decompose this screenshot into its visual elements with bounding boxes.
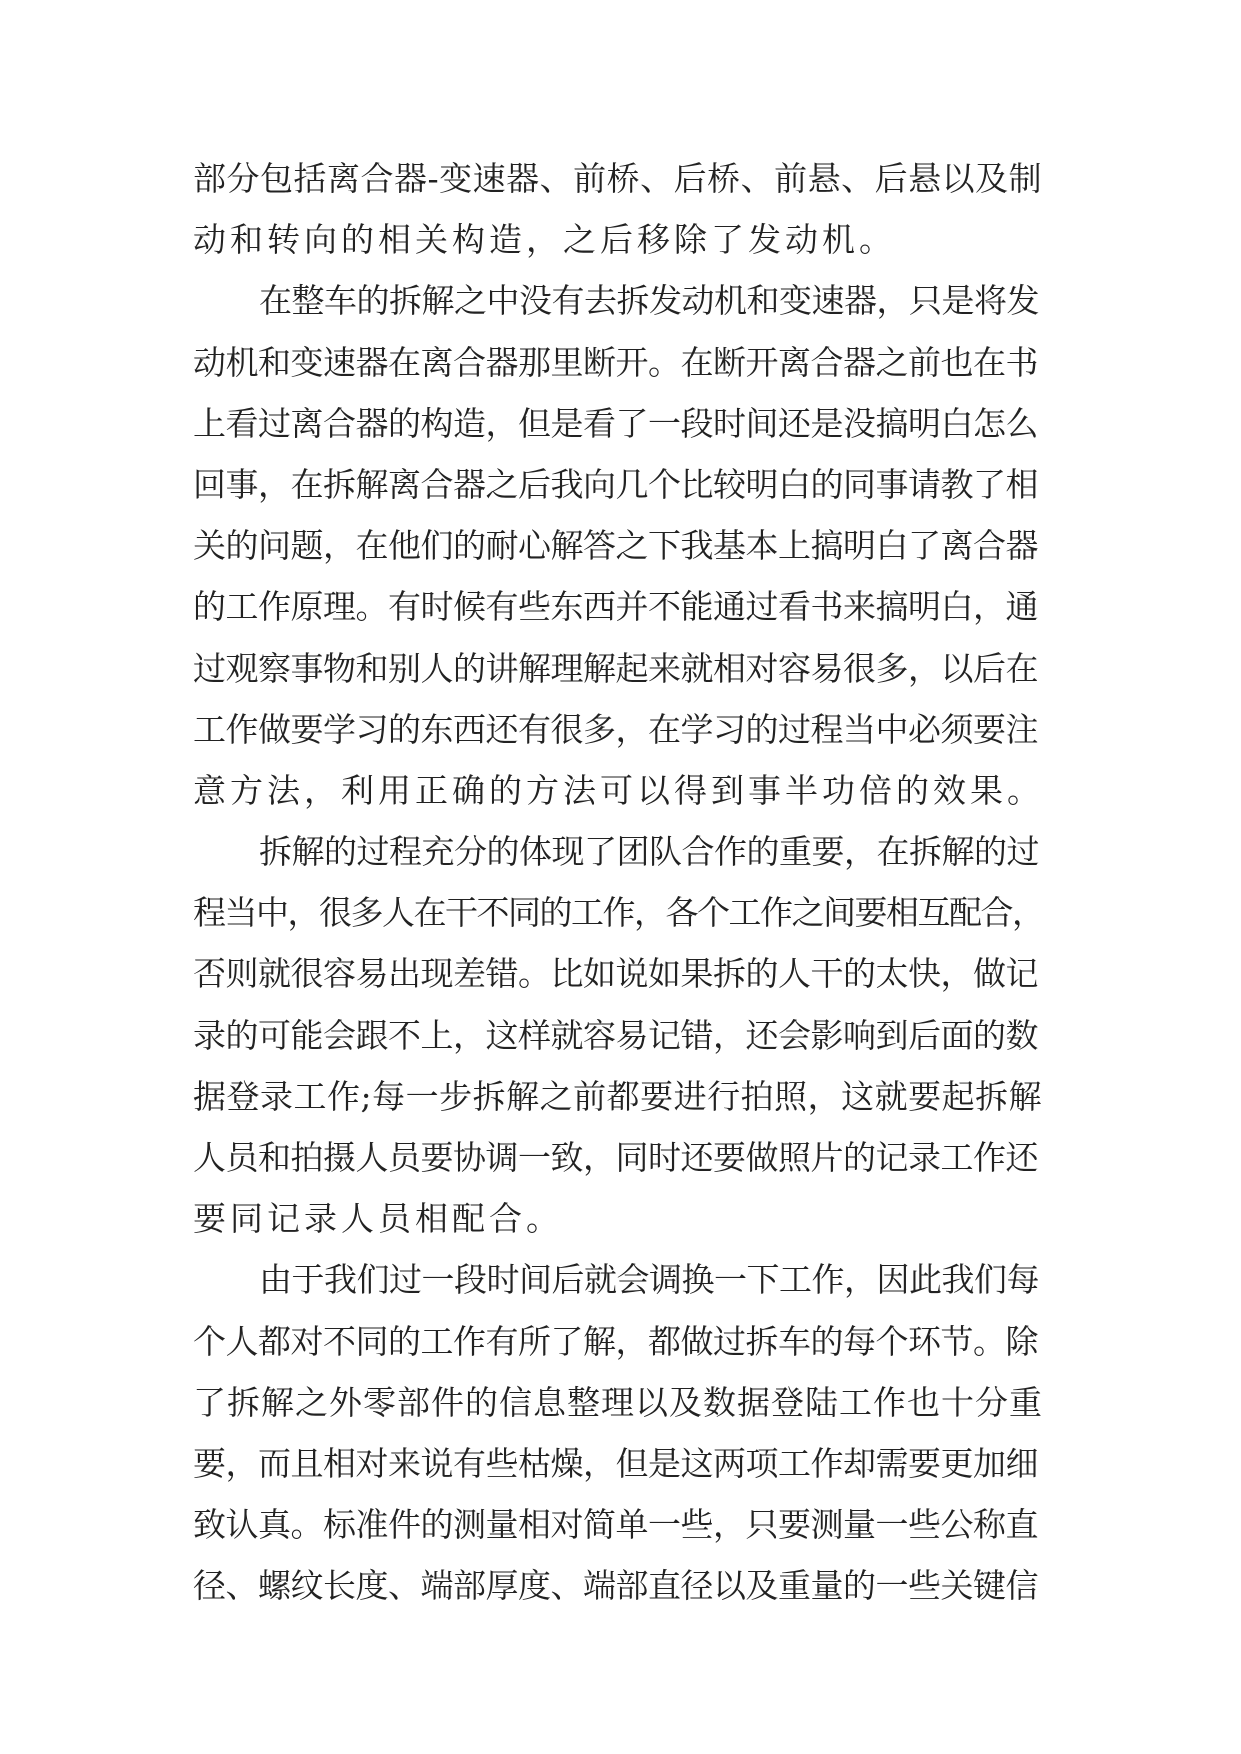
text-line: 的工作原理。有时候有些东西并不能通过看书来搞明白，通 (193, 587, 1038, 627)
document-body (193, 148, 1048, 1617)
paragraph-first-line: 在整车的拆解之中没有去拆发动机和变速器，只是将发 (259, 281, 1039, 321)
text-line: 人员和拍摄人员要协调一致，同时还要做照片的记录工作还 (193, 1138, 1038, 1177)
text-line: 要，而且相对来说有些枯燥，但是这两项工作却需要更加细 (193, 1443, 1038, 1483)
text-line: 动和转向的相关构造，之后移除了发动机。 (193, 220, 896, 260)
text-line: 关的问题，在他们的耐心解答之下我基本上搞明白了离合器 (193, 526, 1038, 566)
text-line: 部分包括离合器-变速器、前桥、后桥、前悬、后悬以及制 (193, 159, 1043, 198)
text-line: 否则就很容易出现差错。比如说如果拆的人干的太快，做记 (193, 954, 1038, 994)
text-line: 录的可能会跟不上，这样就容易记错，还会影响到后面的数 (193, 1015, 1038, 1055)
text-line: 意方法，利用正确的方法可以得到事半功倍的效果。 (193, 770, 1044, 810)
text-line: 据登录工作;每一步拆解之前都要进行拍照，这就要起拆解 (193, 1076, 1043, 1116)
text-line: 了拆解之外零部件的信息整理以及数据登陆工作也十分重 (193, 1382, 1043, 1422)
text-line: 动机和变速器在离合器那里断开。在断开离合器之前也在书 (193, 342, 1038, 382)
text-line: 回事，在拆解离合器之后我向几个比较明白的同事请教了相 (193, 464, 1038, 504)
text-line: 个人都对不同的工作有所了解，都做过拆车的每个环节。除 (193, 1321, 1038, 1361)
text-line: 过观察事物和别人的讲解理解起来就相对容易很多，以后在 (193, 648, 1038, 688)
text-line: 工作做要学习的东西还有很多，在学习的过程当中必须要注 (193, 709, 1038, 749)
text-line: 程当中，很多人在干不同的工作，各个工作之间要相互配合， (193, 893, 1044, 933)
paragraph-first-line: 拆解的过程充分的体现了团队合作的重要，在拆解的过 (259, 832, 1039, 872)
paragraph-first-line: 由于我们过一段时间后就会调换一下工作，因此我们每 (259, 1260, 1039, 1300)
text-line: 上看过离合器的构造，但是看了一段时间还是没搞明白怎么 (193, 403, 1038, 443)
text-line: 要同记录人员相配合。 (193, 1199, 563, 1239)
text-line: 致认真。标准件的测量相对简单一些，只要测量一些公称直 (193, 1505, 1038, 1545)
text-line: 径、螺纹长度、端部厚度、端部直径以及重量的一些关键信 (193, 1566, 1038, 1606)
